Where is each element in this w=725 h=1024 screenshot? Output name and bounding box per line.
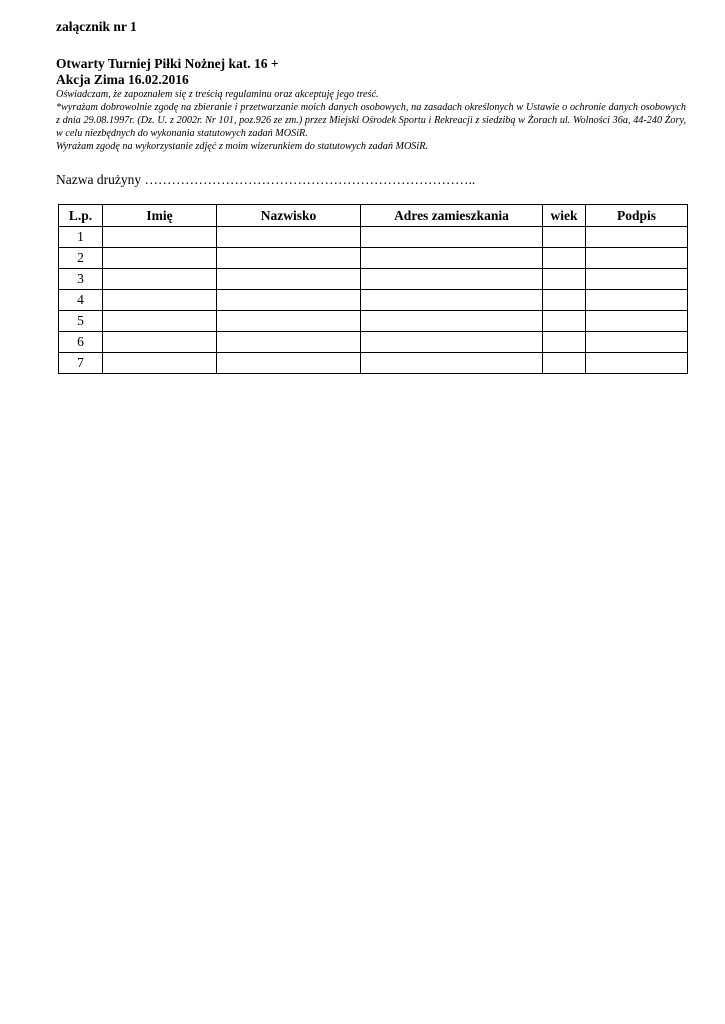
first-name-cell: [103, 269, 217, 290]
row-number: 7: [59, 353, 103, 374]
header-last-name: Nazwisko: [217, 205, 361, 227]
team-name-field: Nazwa drużyny ………………………………………………………………..: [56, 172, 476, 187]
header-age: wiek: [543, 205, 586, 227]
row-number: 6: [59, 332, 103, 353]
row-number: 2: [59, 248, 103, 269]
annex-label: załącznik nr 1: [56, 19, 137, 34]
address-cell: [361, 332, 543, 353]
first-name-cell: [103, 248, 217, 269]
row-number: 5: [59, 311, 103, 332]
age-cell: [543, 311, 586, 332]
header-lp: L.p.: [59, 205, 103, 227]
table-row: [59, 248, 688, 269]
signature-cell: [586, 332, 688, 353]
age-cell: [543, 269, 586, 290]
address-cell: [361, 227, 543, 248]
first-name-cell: [103, 227, 217, 248]
age-cell: [543, 290, 586, 311]
address-cell: [361, 353, 543, 374]
statement-data-processing: *wyrażam dobrowolnie zgodę na zbieranie i przetwarzanie moich danych osobowych, na zasadach określonych w Ustawie o ochronie danych osobowych z dnia 29.08.1997r. (Dz. U. z 2002r. Nr 101, poz.926 ze zm.) przez Miejski Ośrodek Sportu i Rekreacji z siedzibą w Żorach ul. Wolności 36a, 44-240 Żory, w celu niezbędnych do wykonania statutowych zadań MOSiR.: [56, 102, 686, 139]
address-cell: [361, 269, 543, 290]
row-number: 4: [59, 290, 103, 311]
last-name-cell: [217, 227, 361, 248]
row-number: 3: [59, 269, 103, 290]
event-date-title: Akcja Zima 16.02.2016: [56, 72, 189, 87]
signature-cell: [586, 311, 688, 332]
table-row: [59, 353, 688, 374]
tournament-title: Otwarty Turniej Piłki Nożnej kat. 16 +: [56, 56, 279, 71]
signature-cell: [586, 269, 688, 290]
signature-cell: [586, 353, 688, 374]
age-cell: [543, 248, 586, 269]
row-number: 1: [59, 227, 103, 248]
first-name-cell: [103, 332, 217, 353]
header-signature: Podpis: [586, 205, 688, 227]
statement-regulations: Oświadczam, że zapoznałem się z treścią regulaminu oraz akceptuję jego treść.: [56, 89, 379, 100]
age-cell: [543, 227, 586, 248]
address-cell: [361, 290, 543, 311]
address-cell: [361, 311, 543, 332]
signature-cell: [586, 248, 688, 269]
signature-cell: [586, 290, 688, 311]
table-header-row: [59, 205, 688, 227]
age-cell: [543, 353, 586, 374]
table-row: [59, 332, 688, 353]
last-name-cell: [217, 353, 361, 374]
table-row: [59, 311, 688, 332]
last-name-cell: [217, 332, 361, 353]
age-cell: [543, 332, 586, 353]
signature-cell: [586, 227, 688, 248]
first-name-cell: [103, 353, 217, 374]
header-address: Adres zamieszkania: [361, 205, 543, 227]
consent-statements: [56, 88, 686, 153]
last-name-cell: [217, 269, 361, 290]
last-name-cell: [217, 311, 361, 332]
last-name-cell: [217, 248, 361, 269]
table-row: [59, 290, 688, 311]
address-cell: [361, 248, 543, 269]
first-name-cell: [103, 311, 217, 332]
players-table: [58, 204, 688, 374]
first-name-cell: [103, 290, 217, 311]
last-name-cell: [217, 290, 361, 311]
table-row: [59, 269, 688, 290]
statement-image-consent: Wyrażam zgodę na wykorzystanie zdjęć z moim wizerunkiem do statutowych zadań MOSiR.: [56, 141, 428, 152]
header-first-name: Imię: [103, 205, 217, 227]
table-row: [59, 227, 688, 248]
